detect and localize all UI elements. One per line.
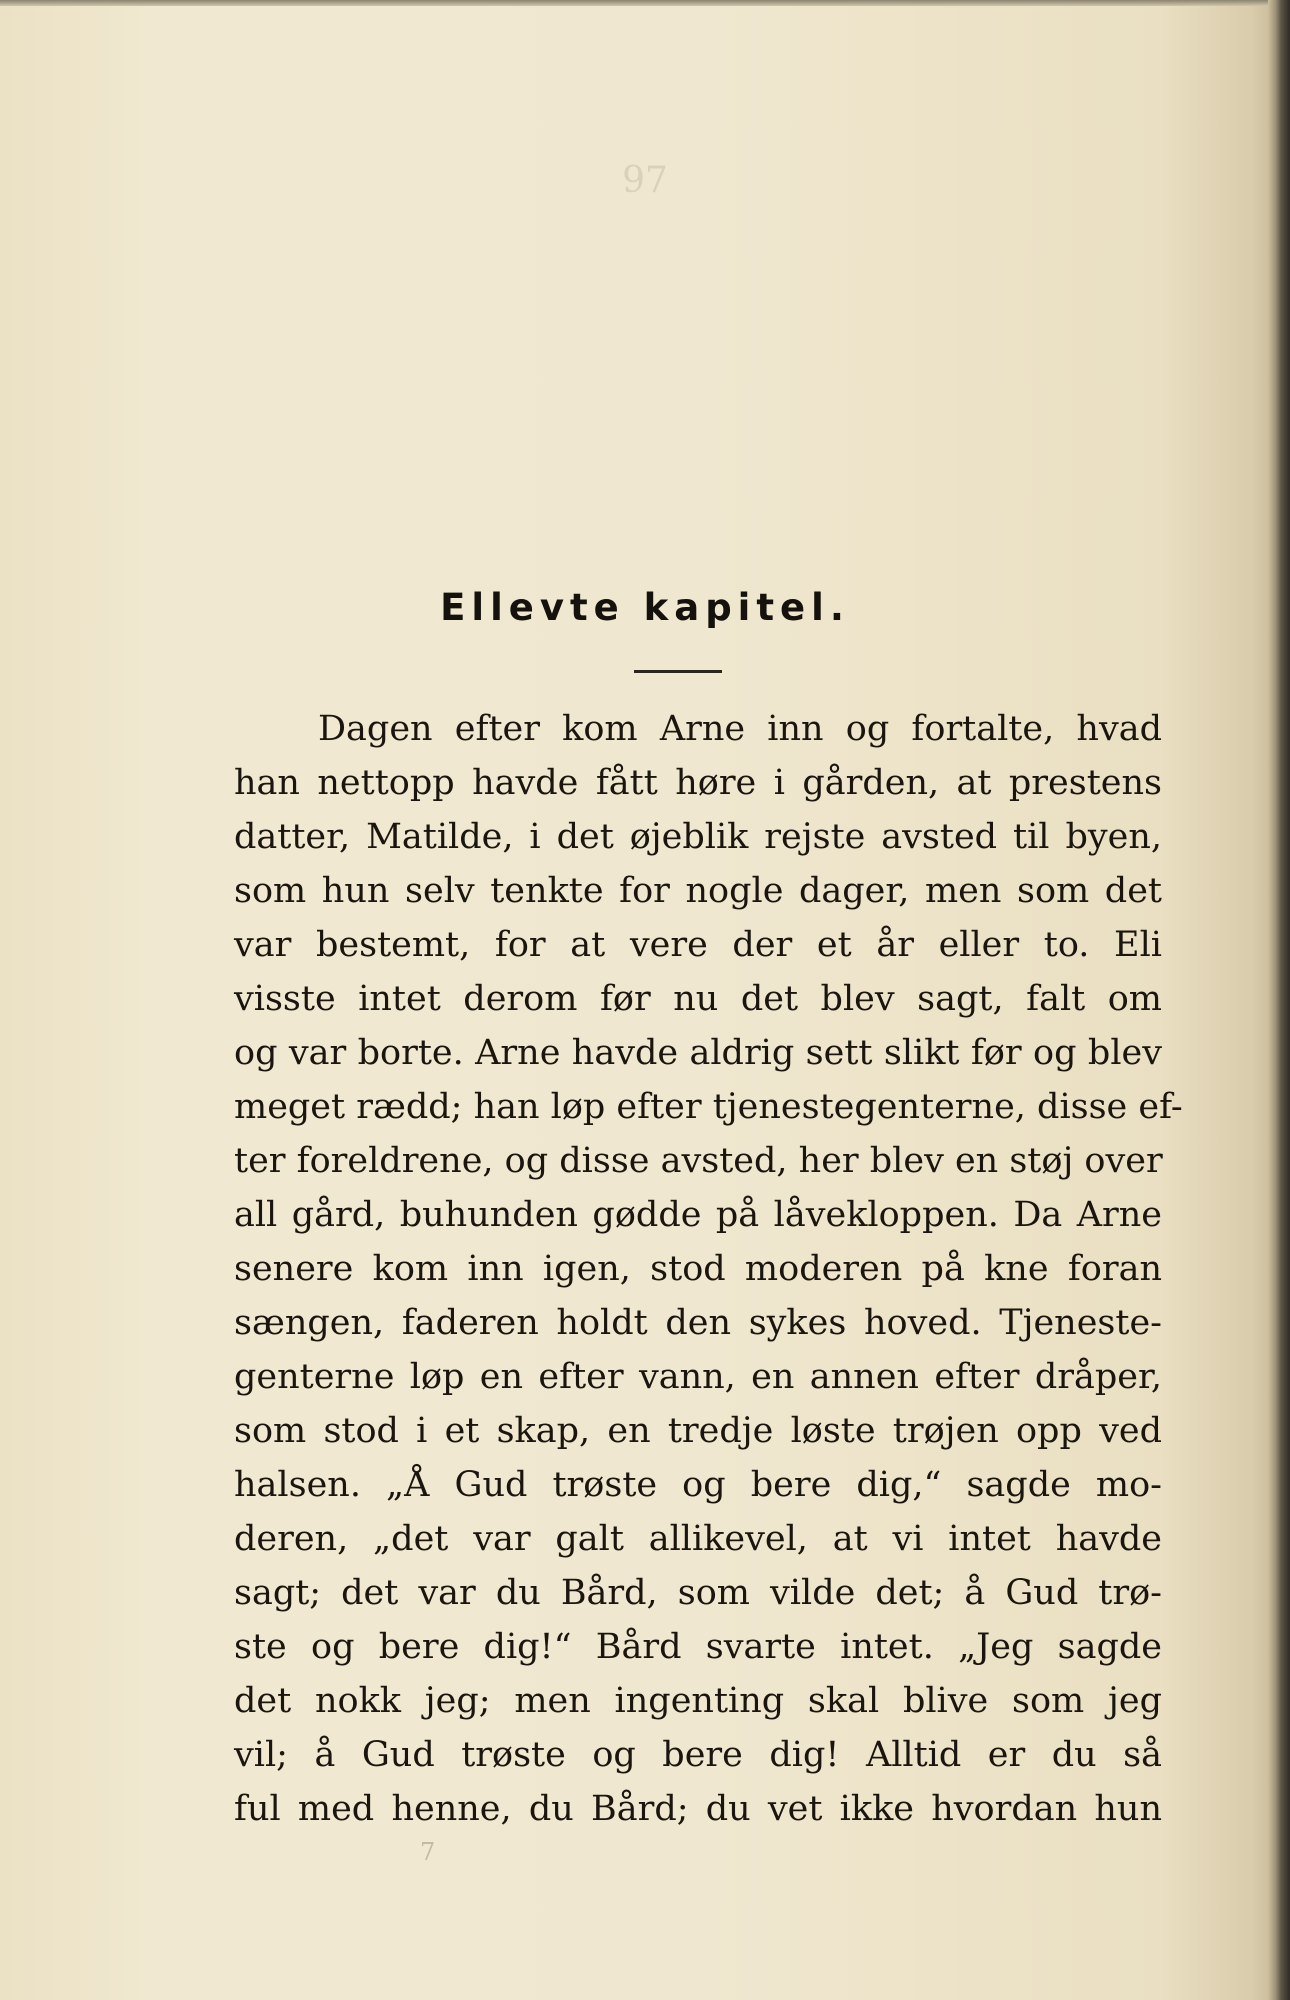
text-line: ste og bere dig!“ Bård svarte intet. „Jeg sagde (234, 1627, 1162, 1667)
chapter-title: Ellevte kapitel. (440, 586, 850, 629)
text-line: senere kom inn igen, stod moderen på kne foran (234, 1249, 1162, 1289)
text-line: ful med henne, du Bård; du vet ikke hvordan hun (234, 1789, 1162, 1829)
text-line: som stod i et skap, en tredje løste trøjen opp ved (234, 1411, 1162, 1451)
chapter-divider (634, 670, 722, 673)
text-line: som hun selv tenkte for nogle dager, men som det (234, 871, 1162, 911)
text-line: datter, Matilde, i det øjeblik rejste avsted til byen, (234, 817, 1162, 857)
text-line: Dagen efter kom Arne inn og fortalte, hvad (318, 709, 1162, 749)
text-line: all gård, buhunden gødde på låvekloppen. Da Arne (234, 1195, 1162, 1235)
text-line: deren, „det var galt allikevel, at vi intet havde (234, 1519, 1162, 1559)
text-line: var bestemt, for at vere der et år eller to. Eli (234, 925, 1162, 965)
text-line: halsen. „Å Gud trøste og bere dig,“ sagde mo- (234, 1465, 1162, 1505)
text-line: genterne løp en efter vann, en annen efter dråper, (234, 1357, 1162, 1397)
text-line: sængen, faderen holdt den sykes hoved. Tjeneste- (234, 1303, 1162, 1343)
text-line: sagt; det var du Bård, som vilde det; å Gud trø- (234, 1573, 1162, 1613)
text-line: visste intet derom før nu det blev sagt, falt om (234, 979, 1162, 1019)
page-top-edge (0, 0, 1290, 6)
text-line: vil; å Gud trøste og bere dig! Alltid er du så (234, 1735, 1162, 1775)
text-line: og var borte. Arne havde aldrig sett slikt før og blev (234, 1033, 1162, 1073)
signature-mark: 7 (420, 1838, 436, 1866)
text-line: meget rædd; han løp efter tjenestegenterne, disse ef- (234, 1087, 1183, 1127)
body-text (234, 702, 1183, 1836)
text-line: han nettopp havde fått høre i gården, at prestens (234, 763, 1162, 803)
text-line: det nokk jeg; men ingenting skal blive som jeg (234, 1681, 1162, 1721)
text-line: ter foreldrene, og disse avsted, her blev en støj over (234, 1141, 1163, 1181)
book-spine-shadow (1268, 0, 1290, 2000)
page-number: 97 (622, 160, 668, 201)
